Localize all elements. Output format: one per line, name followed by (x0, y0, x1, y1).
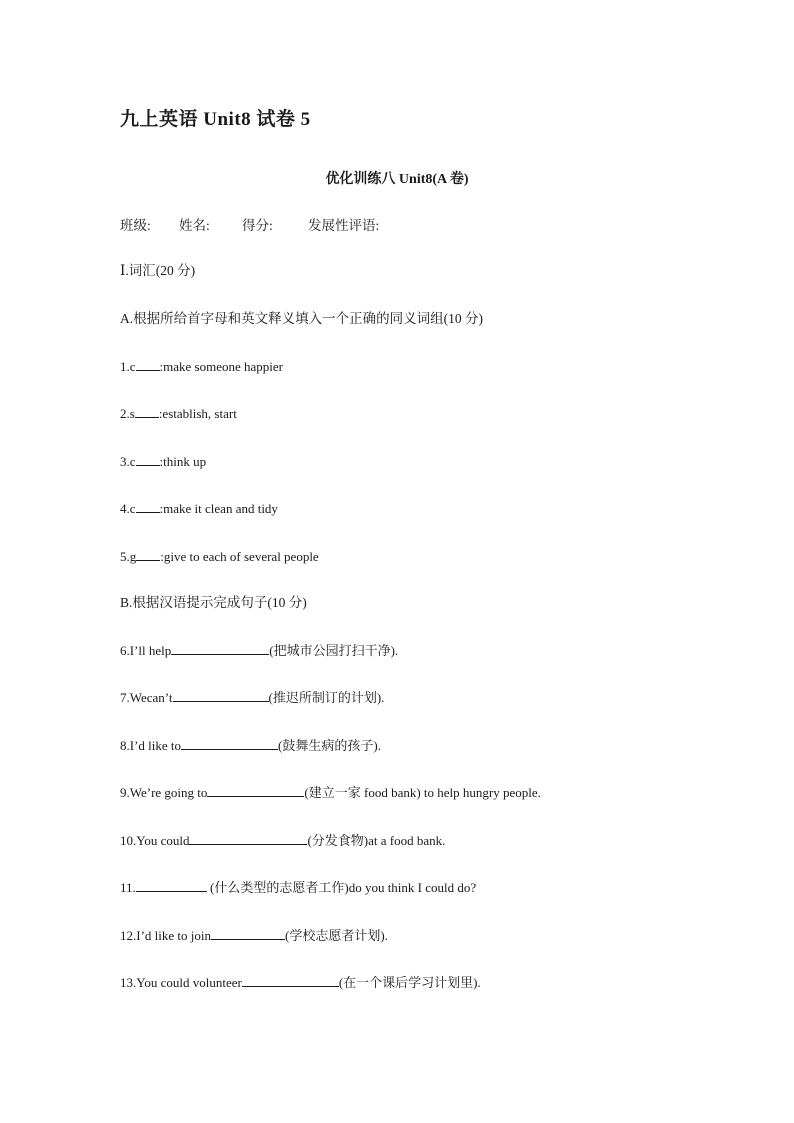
question-prefix: 5.g (120, 549, 137, 564)
question-9 (120, 784, 541, 802)
answer-blank[interactable] (136, 500, 160, 513)
answer-blank[interactable] (242, 974, 339, 987)
section-heading-vocabulary: Ⅰ.词汇(20 分) (120, 263, 196, 278)
question-prefix: 3.c (120, 454, 136, 469)
answer-blank[interactable] (173, 689, 269, 702)
question-13 (120, 974, 481, 992)
answer-blank[interactable] (136, 879, 207, 892)
answer-blank[interactable] (171, 642, 269, 655)
question-text: :make someone happier (159, 359, 283, 374)
answer-blank[interactable] (136, 453, 160, 466)
question-prefix: 11. (120, 880, 136, 895)
question-prefix: 13.You could volunteer (120, 975, 242, 990)
question-hint: (什么类型的志愿者工作)do you think I could do? (206, 880, 477, 895)
question-hint: (鼓舞生病的孩子). (278, 738, 381, 753)
question-hint: (推迟所制订的计划). (268, 690, 385, 705)
question-10 (120, 832, 445, 850)
name-label: 姓名: (179, 218, 210, 233)
question-text: :think up (159, 454, 207, 469)
student-info-line (120, 214, 489, 234)
question-prefix: 1.c (120, 359, 136, 374)
part-b-heading: B.根据汉语提示完成句子(10 分) (120, 595, 307, 610)
comment-label: 发展性评语: (308, 218, 380, 233)
question-hint: (学校志愿者计划). (285, 928, 388, 943)
question-8 (120, 737, 381, 755)
question-hint: (建立一家 food bank) to help hungry people. (304, 785, 541, 800)
answer-blank[interactable] (181, 737, 278, 750)
question-hint: (分发食物)at a food bank. (307, 833, 446, 848)
question-text: :make it clean and tidy (159, 501, 278, 516)
question-5 (120, 548, 319, 566)
question-prefix: 4.c (120, 501, 136, 516)
question-text: :give to each of several people (160, 549, 319, 564)
question-prefix: 6.I’ll help (120, 643, 172, 658)
question-2 (120, 405, 237, 423)
question-12 (120, 927, 388, 945)
answer-blank[interactable] (211, 927, 285, 940)
question-hint: (在一个课后学习计划里). (338, 975, 481, 990)
question-prefix: 7.Wecan’t (120, 690, 173, 705)
question-11 (120, 879, 476, 897)
answer-blank[interactable] (189, 832, 307, 845)
question-prefix: 2.s (120, 406, 135, 421)
answer-blank[interactable] (136, 358, 160, 371)
question-prefix: 12.I’d like to join (120, 928, 211, 943)
question-hint: (把城市公园打扫干净). (269, 643, 399, 658)
document-subtitle: 优化训练八 Unit8(A 卷) (325, 172, 469, 187)
question-prefix: 8.I’d like to (120, 738, 182, 753)
answer-blank[interactable] (136, 548, 160, 561)
question-prefix: 10.You could (120, 833, 190, 848)
score-label: 得分: (242, 218, 273, 233)
part-a-heading: A.根据所给首字母和英文释义填入一个正确的同义词组(10 分) (120, 311, 483, 326)
question-text: :establish, start (158, 406, 237, 421)
question-1 (120, 358, 283, 376)
question-6 (120, 642, 398, 660)
question-3 (120, 453, 206, 471)
question-7 (120, 689, 384, 707)
answer-blank[interactable] (207, 784, 304, 797)
class-label: 班级: (120, 218, 151, 233)
document-title: 九上英语 Unit8 试卷 5 (120, 109, 311, 130)
question-prefix: 9.We’re going to (120, 785, 208, 800)
answer-blank[interactable] (135, 405, 159, 418)
question-4 (120, 500, 278, 518)
